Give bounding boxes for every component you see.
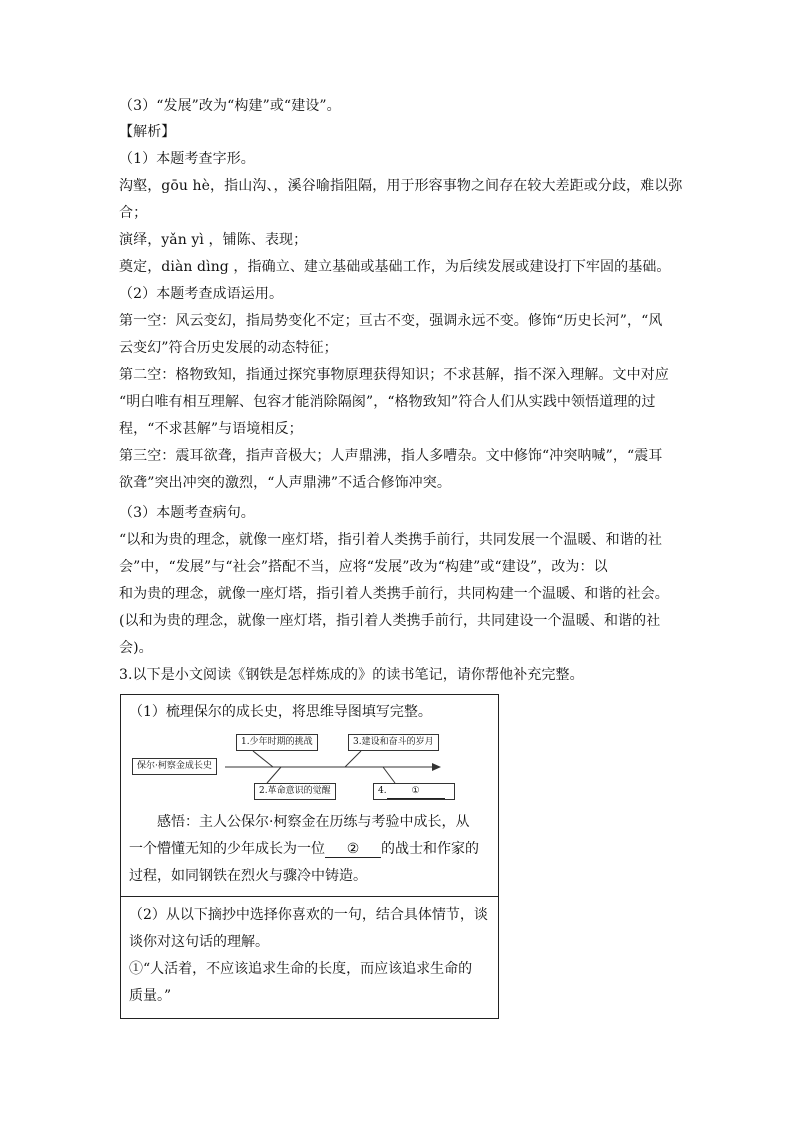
- reflection-text: 的战士和作家的: [381, 841, 479, 857]
- blank-2-label: ②: [346, 841, 360, 857]
- reading-notes-cell-1: [120, 694, 499, 897]
- blank-2[interactable]: [325, 841, 381, 858]
- blank-1[interactable]: [387, 785, 445, 799]
- reflection-text: 一个懵懂无知的少年成长为一位: [129, 841, 325, 857]
- analysis-text: “以和为贵的理念，就像一座灯塔，指引着人类携手前行，共同发展一个温暖、和谐的社: [119, 532, 663, 548]
- sub-question-1: （1）梳理保尔的成长史，将思维导图填写完整。: [129, 704, 432, 720]
- answer-line-3: （3）“发展”改为“构建”或“建设”。: [119, 98, 341, 114]
- mind-map-node-2: 2.革命意识的觉醒: [254, 783, 336, 800]
- analysis-text: 第一空：风云变幻，指局势变化不定；亘古不变，强调永远不变。修饰“历史长河”，“风: [119, 313, 663, 329]
- analysis-text: “明白唯有相互理解、包容才能消除隔阂”，“格物致知”符合人们从实践中领悟道理的过: [119, 394, 656, 410]
- analysis-heading: 【解析】: [119, 124, 176, 140]
- quote-1-cont: 质量。”: [129, 988, 172, 1004]
- reflection-line-1: 感悟：主人公保尔·柯察金在历练与考验中成长，从: [157, 814, 470, 830]
- analysis-part-2-title: （2）本题考查成语运用。: [119, 286, 284, 302]
- analysis-text: 程，“不求甚解”与语境相反；: [119, 421, 303, 437]
- analysis-part-3-title: （3）本题考查病句。: [119, 505, 255, 521]
- analysis-text: 第三空：震耳欲聋，指声音极大；人声鼎沸，指人多嘈杂。文中修饰“冲突呐喊”，“震耳: [119, 448, 663, 464]
- question-3-stem: 3.以下是小文阅读《钢铁是怎样炼成的》的读书笔记，请你帮他补充完整。: [119, 667, 584, 683]
- blank-1-label: ①: [411, 786, 420, 796]
- sub-question-2: （2）从以下摘抄中选择你喜欢的一句，结合具体情节，谈: [129, 907, 488, 923]
- analysis-text: 和为贵的理念，就像一座灯塔，指引着人类携手前行，共同构建一个温暖、和谐的社会。: [119, 586, 669, 602]
- analysis-text: 会”中，“发展”与“社会”搭配不当，应将“发展”改为“构建”或“建设”，改为：以: [119, 559, 608, 575]
- analysis-text: 第二空：格物致知，指通过探究事物原理获得知识；不求甚解，指不深入理解。文中对应: [119, 367, 669, 383]
- reflection-line-3: 过程，如同钢铁在烈火与骤冷中铸造。: [129, 868, 367, 884]
- analysis-text: (以和为贵的理念，就像一座灯塔，指引着人类携手前行，共同建设一个温暖、和谐的社: [119, 613, 661, 629]
- reflection-line-2: [129, 840, 479, 858]
- analysis-text: 欲聋”突出冲突的激烈，“人声鼎沸”不适合修饰冲突。: [119, 475, 451, 491]
- analysis-text: 合；: [119, 205, 148, 221]
- reading-notes-cell-2: [120, 896, 499, 1019]
- analysis-text: 奠定，diàn dìng ，指确立、建立基础或基础工作，为后续发展或建设打下牢固的基础。: [119, 259, 671, 275]
- analysis-part-1-title: （1）本题考查字形。: [119, 151, 255, 167]
- mind-map-root: 保尔·柯察金成长史: [132, 758, 217, 775]
- analysis-text: 沟壑，gōu hè，指山沟、，溪谷喻指阻隔，用于形容事物之间存在较大差距或分歧，难以弥: [119, 178, 683, 194]
- analysis-text: 会)。: [119, 640, 153, 656]
- mind-map-node-4-prefix: 4.: [378, 786, 387, 796]
- analysis-text: 演绎，yǎn yì ，铺陈、表现；: [119, 232, 308, 248]
- mind-map-node-4: [373, 783, 455, 800]
- mind-map-node-1: 1.少年时期的挑战: [236, 734, 318, 751]
- quote-1: ①“人活着，不应该追求生命的长度，而应该追求生命的: [129, 961, 473, 977]
- sub-question-2-cont: 谈你对这句话的理解。: [129, 934, 269, 950]
- mind-map-node-3: 3.建设和奋斗的岁月: [348, 734, 439, 751]
- analysis-text: 云变幻”符合历史发展的动态特征；: [119, 340, 338, 356]
